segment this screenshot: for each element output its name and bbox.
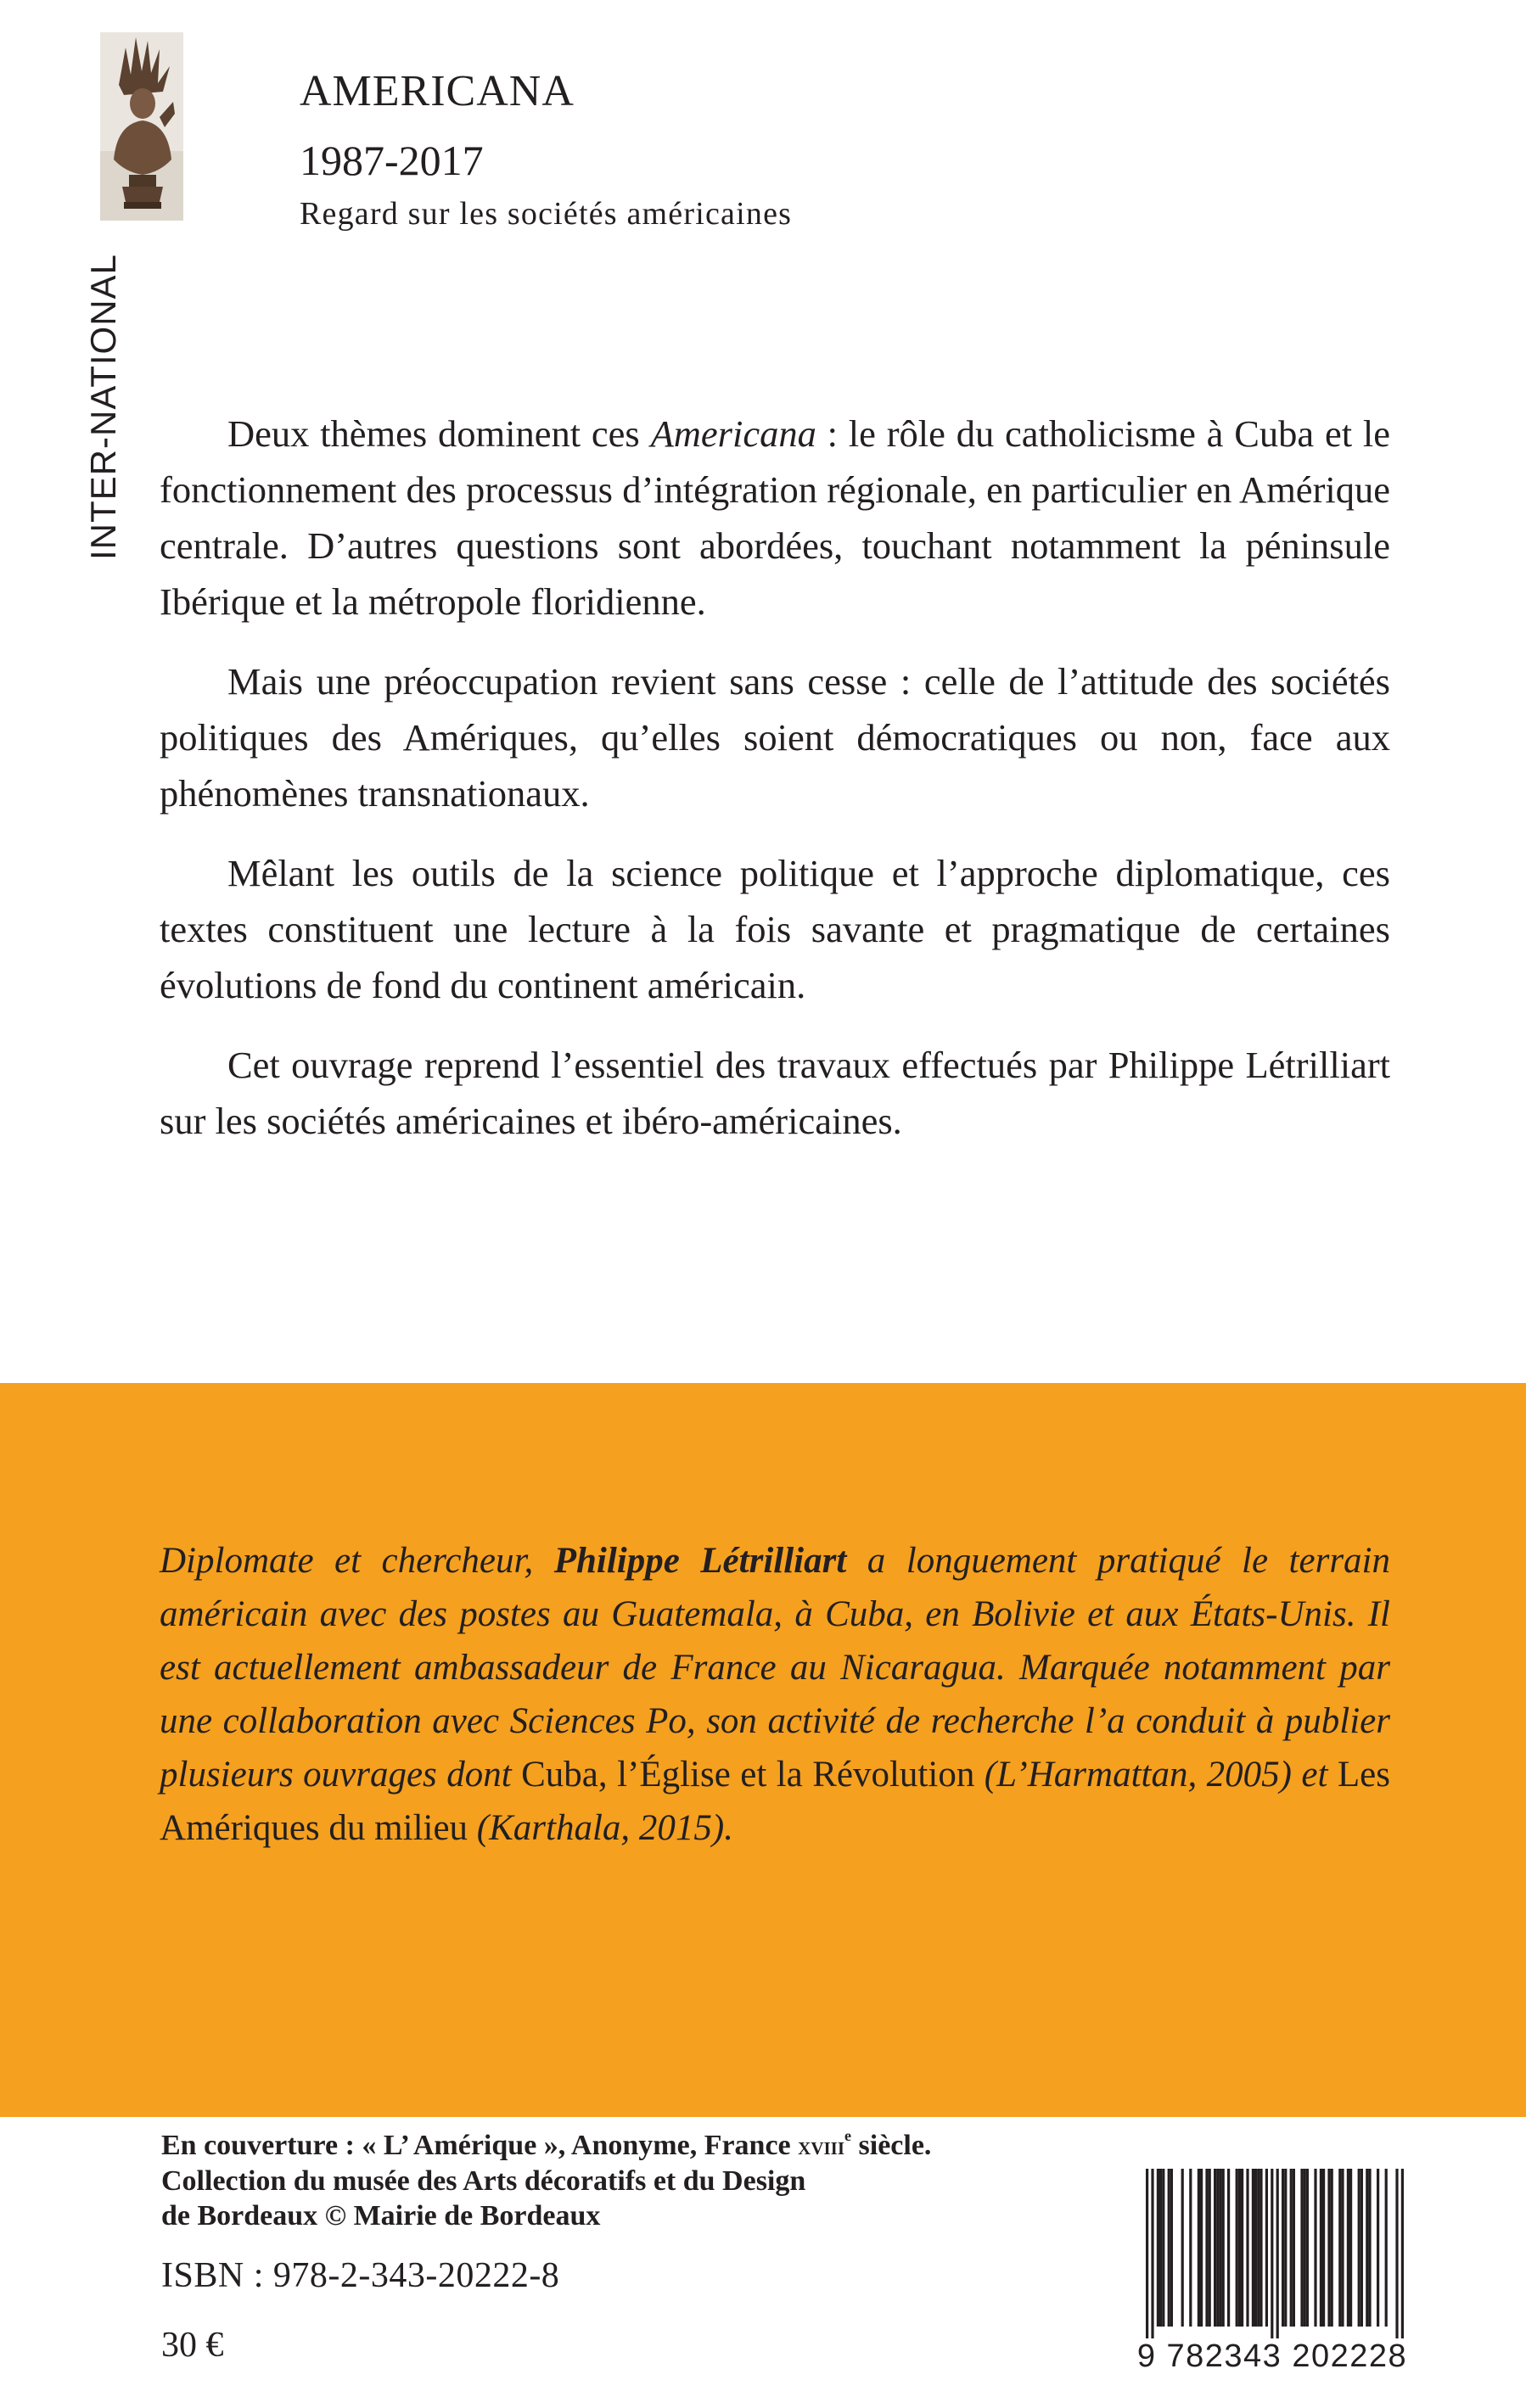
barcode xyxy=(1110,2169,1434,2383)
barcode-bar xyxy=(1366,2169,1368,2327)
barcode-bar xyxy=(1257,2169,1260,2327)
barcode-bar xyxy=(1209,2169,1211,2327)
credit-line: de Bordeaux © Mairie de Bordeaux xyxy=(161,2200,601,2232)
barcode-bar xyxy=(1385,2169,1388,2327)
isbn: ISBN : 978-2-343-20222-8 xyxy=(161,2256,560,2295)
barcode-bar xyxy=(1254,2169,1257,2327)
blurb-paragraph: Cet ouvrage reprend l’essentiel des travaux effectués par Philippe Létrilliart sur les sociétés américaines et ibéro-américaines. xyxy=(160,1044,1390,1142)
barcode-bar xyxy=(1216,2169,1219,2327)
barcode-bar xyxy=(1349,2169,1352,2327)
barcode-bar xyxy=(1241,2169,1243,2327)
barcode-bar xyxy=(1159,2169,1162,2327)
barcode-bar xyxy=(1306,2169,1309,2327)
credit-line: En couverture : « L’ Amérique », Anonyme, France xviii$^e$ siècle. xyxy=(161,2127,932,2161)
barcode-bar xyxy=(1260,2169,1262,2327)
barcode-bar xyxy=(1360,2169,1363,2327)
barcode-bar xyxy=(1157,2169,1159,2327)
barcode-digits: 9 782343 202228 xyxy=(1136,2338,1408,2374)
author-name: Philippe Létrilliart xyxy=(553,1541,847,1581)
blurb-paragraph: Mêlant les outils de la science politique et l’approche diplomatique, ces textes constituent une lecture à la fois savante et pragmatique de certaines évolutions de fond du continent américain. xyxy=(160,852,1390,1006)
barcode-bar xyxy=(1401,2169,1404,2338)
barcode-bar xyxy=(1198,2169,1200,2327)
barcode-bars xyxy=(1110,2169,1434,2338)
barcode-bar xyxy=(1395,2169,1398,2338)
barcode-bar xyxy=(1252,2169,1254,2327)
barcode-bar xyxy=(1341,2169,1344,2327)
book-title: AMERICANA xyxy=(300,67,575,115)
barcode-bar xyxy=(1170,2169,1173,2327)
barcode-bar xyxy=(1181,2169,1184,2327)
barcode-bar xyxy=(1246,2169,1248,2327)
barcode-bar xyxy=(1300,2169,1303,2327)
cover-credits xyxy=(161,2128,931,2233)
barcode-bar xyxy=(1322,2169,1325,2327)
barcode-bar xyxy=(1377,2169,1379,2327)
price: 30 € xyxy=(161,2326,224,2365)
barcode-bar xyxy=(1168,2169,1170,2327)
barcode-bar xyxy=(1214,2169,1216,2327)
barcode-bar xyxy=(1320,2169,1322,2327)
book-reference: Les Amériques du milieu xyxy=(160,1755,1390,1848)
barcode-bar xyxy=(1146,2169,1148,2338)
barcode-bar xyxy=(1282,2169,1284,2327)
barcode-bar xyxy=(1304,2169,1306,2327)
series-label: INTER-NATIONAL xyxy=(83,254,123,560)
back-cover-blurb xyxy=(160,406,1390,1149)
barcode-bar xyxy=(1189,2169,1192,2327)
barcode-bar xyxy=(1219,2169,1221,2327)
barcode-bar xyxy=(1331,2169,1333,2327)
barcode-bar xyxy=(1358,2169,1360,2327)
barcode-bar xyxy=(1265,2169,1268,2327)
barcode-bar xyxy=(1293,2169,1295,2327)
barcode-bar xyxy=(1290,2169,1293,2327)
barcode-bar xyxy=(1205,2169,1208,2327)
barcode-bar xyxy=(1162,2169,1164,2327)
barcode-bar xyxy=(1236,2169,1238,2327)
blurb-paragraph: Deux thèmes dominent ces Americana : le rôle du catholicisme à Cuba et le fonctionnement des processus d’intégration régionale, en particulier en Amérique centrale. D’autres questions sont abordées, touchant notamment la péninsule Ibérique et la métropole floridienne. xyxy=(160,412,1390,623)
barcode-bar xyxy=(1338,2169,1341,2327)
barcode-bar xyxy=(1276,2169,1279,2338)
barcode-bar xyxy=(1238,2169,1241,2327)
cover-thumbnail xyxy=(100,32,183,221)
book-years: 1987-2017 xyxy=(300,137,484,184)
barcode-bar xyxy=(1368,2169,1371,2327)
book-subtitle: Regard sur les sociétés américaines xyxy=(300,196,793,232)
blurb-paragraph: Mais une préoccupation revient sans cesse : celle de l’attitude des sociétés politiques des Amériques, qu’elles soient démocratiques ou non, face aux phénomènes transnationaux. xyxy=(160,660,1390,815)
barcode-bar xyxy=(1227,2169,1230,2327)
barcode-bar xyxy=(1271,2169,1273,2338)
barcode-bar xyxy=(1284,2169,1287,2327)
barcode-bar xyxy=(1200,2169,1203,2327)
barcode-bar xyxy=(1222,2169,1225,2327)
barcode-bar xyxy=(1314,2169,1316,2327)
barcode-bar xyxy=(1347,2169,1349,2327)
credit-line: Collection du musée des Arts décoratifs et du Design xyxy=(161,2165,806,2197)
author-bio: Diplomate et chercheur, Philippe Létrilliart a longuement pratiqué le terrain américain avec des postes au Guatemala, à Cuba, en Bolivie et aux États-Unis. Il est actuellement ambassadeur de France au Nicaragua. Marquée notamment par une collaboration avec Sciences Po, son activité de recherche l’a conduit à publier plusieurs ouvrages dont Cuba, l’Église et la Révolution (L’Harmattan, 2005) et Les Amériques du milieu (Karthala, 2015). xyxy=(160,1541,1391,1848)
book-reference: Cuba, l’Église et la Révolution xyxy=(521,1755,975,1795)
barcode-bar xyxy=(1151,2169,1153,2338)
barcode-bar xyxy=(1327,2169,1330,2327)
